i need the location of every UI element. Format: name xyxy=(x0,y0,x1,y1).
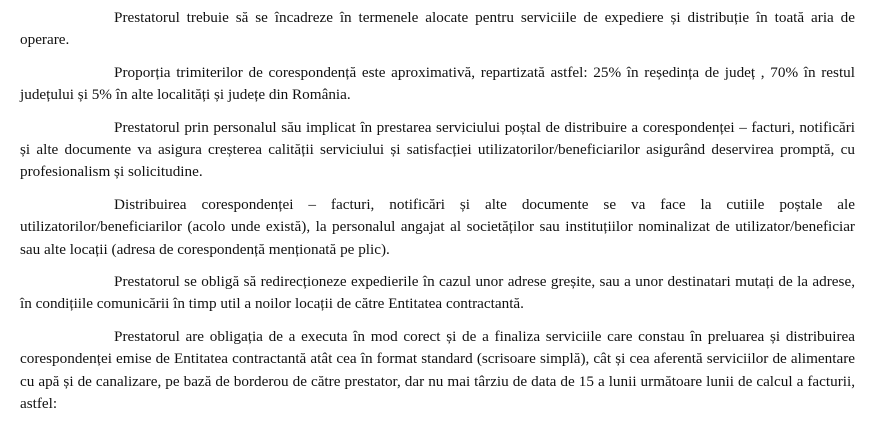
paragraph-obligations: Prestatorul are obligația de a executa în mod corect și de a finaliza serviciile care constau în preluarea și distribuirea corespondenței emise de Entitatea contractantă atât cea în format standard (scrisoare simplă), cât și cea aferentă serviciilor de alimentare cu apă și de canalizare, pe bază de borderou de către prestator, dar nu mai târziu de data de 15 a lunii următoare lunii de calcul a facturii, astfel: xyxy=(20,327,855,413)
paragraph-redirection: Prestatorul se obligă să redirecționeze expedierile în cazul unor adrese greșite, sau a unor destinatari mutați de la adrese, în condițiile comunicării în timp util a noilor locații de către Entitatea contractantă. xyxy=(20,273,855,313)
paragraph-distribution: Distribuirea corespondenței – facturi, notificări și alte documente se va face la cutiile poștale ale utilizatorilor/beneficiarilor (acolo unde există), la personalul angajat al societăților sau instituțiilor nominalizat de utilizator/beneficiar sau alte locații (adresa de corespondență menționată pe plic). xyxy=(20,195,855,258)
paragraph-service-quality: Prestatorul prin personalul său implicat în prestarea serviciului poștal de distribuire a corespondenței – facturi, notificări și alte documente va asigura creșterea calității serviciului și satisfacției utilizatorilor/beneficiarilor asigurând deservirea promptă, cu profesionalism și solicitudine. xyxy=(20,118,855,181)
paragraph-mail-proportion: Proporția trimiterilor de corespondență este aproximativă, repartizată astfel: 25% în reședința de județ , 70% în restul județului și 5% în alte localități și județe din România. xyxy=(20,63,855,104)
paragraph-deadlines: Prestatorul trebuie să se încadreze în termenele alocate pentru serviciile de expediere și distribuție în toată aria de operare. xyxy=(20,9,855,49)
